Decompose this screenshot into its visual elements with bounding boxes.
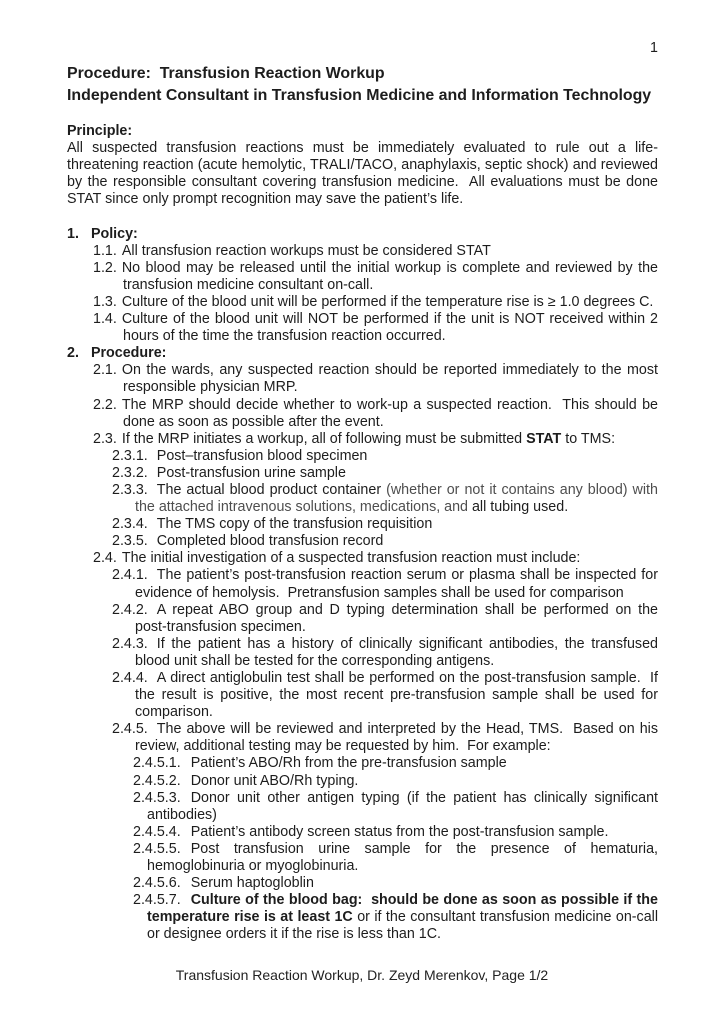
- list-item-text: STAT: [526, 430, 562, 447]
- list-item-number: 2.3.2.: [112, 464, 148, 481]
- list-item-2.3: [93, 430, 658, 448]
- list-item-2.4.2: [112, 601, 658, 636]
- list-item-text: to TMS:: [561, 430, 616, 447]
- list-item-number: 2.4.5.6.: [133, 875, 181, 892]
- list-item-text: Culture of the blood bag: should be done as soon as possible if the temperature rise is at least 1C: [147, 892, 658, 926]
- list-item-number: 2.3.3.: [112, 481, 148, 498]
- list-item-2.4.3: [112, 635, 658, 670]
- list-item-number: 2.4.: [93, 550, 117, 567]
- list-item-2.4.5.1: [133, 755, 658, 772]
- list-item-1.1: [93, 242, 658, 260]
- list-item-text: Culture of the blood unit will NOT be performed if the unit is NOT received within 2 hours of the time the transfusion reaction occurred.: [121, 311, 658, 345]
- list-item-text: The above will be reviewed and interpreted by the Head, TMS. Based on his review, additional testing may be requested by him. For example:: [135, 721, 658, 755]
- list-item-number: 2.1.: [93, 362, 117, 379]
- list-item-number: 2.4.5.7.: [133, 892, 181, 909]
- list-item-2.3.1: [112, 447, 658, 465]
- doc-title: Procedure: Transfusion Reaction Workup: [67, 65, 385, 83]
- list-item-number: 2.4.5.3.: [133, 789, 181, 806]
- list-item-text: Donor unit other antigen typing (if the patient has clinically significant antibodies): [147, 789, 658, 823]
- list-item-2.4.5.7: [133, 892, 658, 943]
- list-item-1: [67, 225, 658, 243]
- list-item-text: A repeat ABO group and D typing determination shall be performed on the post-transfusion specimen.: [135, 601, 658, 635]
- list-item-2.3.4: [112, 516, 658, 533]
- list-item-2.1: [93, 362, 658, 396]
- list-item-text: The initial investigation of a suspected transfusion reaction must include:: [121, 550, 581, 567]
- list-item-2.4.4: [112, 670, 658, 721]
- list-item-text: The actual blood product container: [156, 481, 387, 498]
- list-item-text: If the patient has a history of clinically significant antibodies, the transfused blood unit shall be tested for the corresponding antigens.: [135, 635, 658, 669]
- list-item-number: 2.4.2.: [112, 601, 148, 618]
- numbered-list: [67, 226, 658, 944]
- list-item-text: Procedure:: [90, 345, 167, 362]
- list-item-text: Completed blood transfusion record: [156, 533, 384, 550]
- list-item-text: Culture of the blood unit will be performed if the temperature rise is ≥ 1.0 degrees C.: [121, 293, 654, 310]
- list-item-text: Post–transfusion blood specimen: [156, 447, 368, 464]
- list-item-number: 1.3.: [93, 293, 117, 310]
- list-item-number: 2.: [67, 345, 79, 362]
- list-item-number: 2.3.5.: [112, 533, 148, 550]
- list-item-text: The TMS copy of the transfusion requisition: [156, 516, 433, 533]
- list-item-2.3.3: [112, 481, 658, 516]
- list-item-2.4.5.5: [133, 840, 658, 875]
- list-item-text: If the MRP initiates a workup, all of following must be submitted: [121, 430, 527, 447]
- list-item-number: 2.4.5.2.: [133, 772, 181, 789]
- list-item-2.4.5.6: [133, 875, 658, 892]
- list-item-text: all tubing used.: [471, 499, 569, 516]
- list-item-2.4.5.4: [133, 823, 658, 841]
- list-item-2.3.5: [112, 533, 658, 550]
- principle-heading: Principle:: [67, 123, 133, 140]
- list-item-text: Serum haptogloblin: [190, 875, 314, 892]
- list-item-number: 2.3.4.: [112, 516, 148, 533]
- list-item-number: 2.2.: [93, 396, 117, 413]
- list-item-number: 1.2.: [93, 259, 117, 276]
- list-item-2.4.5.2: [133, 772, 658, 790]
- page-footer: Transfusion Reaction Workup, Dr. Zeyd Merenkov, Page 1/2: [175, 967, 549, 983]
- list-item-text: A direct antiglobulin test shall be performed on the post-transfusion sample. If the result is positive, the most recent pre-transfusion sample shall be used for comparison.: [135, 670, 658, 721]
- list-item-number: 2.4.5.4.: [133, 823, 181, 840]
- list-item-text: No blood may be released until the initial workup is complete and reviewed by the transfusion medicine consultant on-call.: [121, 259, 658, 293]
- list-item-number: 2.4.5.1.: [133, 755, 181, 772]
- list-item-text: Post transfusion urine sample for the presence of hematuria, hemoglobinuria or myoglobinuria.: [147, 840, 658, 875]
- list-item-number: 1.: [67, 225, 79, 242]
- list-item-2.4.5.3: [133, 789, 658, 824]
- list-item-text: The patient’s post-transfusion reaction serum or plasma shall be inspected for evidence of hemolysis. Pretransfusion samples shall be used for comparison: [135, 567, 658, 601]
- list-item-text: Patient’s antibody screen status from the post-transfusion sample.: [190, 823, 609, 840]
- list-item-1.3: [93, 293, 658, 311]
- list-item-text: or if the consultant transfusion medicine on-call or designee orders it if the rise is less than 1C.: [147, 909, 658, 943]
- list-item-2.2: [93, 396, 658, 431]
- list-item-text: Donor unit ABO/Rh typing.: [190, 772, 359, 789]
- list-item-2.4.1: [112, 567, 658, 601]
- list-item-text: Patient’s ABO/Rh from the pre-transfusion sample: [190, 755, 507, 772]
- list-item-text: The MRP should decide whether to work-up a suspected reaction. This should be done as soon as possible after the event.: [121, 396, 658, 430]
- list-item-number: 2.4.5.5.: [133, 840, 181, 857]
- list-item-number: 2.3.: [93, 430, 117, 447]
- doc-subtitle: Independent Consultant in Transfusion Medicine and Information Technology: [67, 86, 652, 104]
- list-item-1.2: [93, 259, 658, 294]
- list-item-number: 2.3.1.: [112, 447, 148, 464]
- list-item-number: 1.4.: [93, 311, 117, 328]
- list-item-number: 2.4.3.: [112, 635, 148, 652]
- list-item-2.3.2: [112, 464, 658, 482]
- list-item-text: All transfusion reaction workups must be considered STAT: [121, 242, 491, 259]
- list-item-2.4.5: [112, 721, 658, 755]
- list-item-number: 2.4.1.: [112, 567, 148, 584]
- list-item-1.4: [93, 311, 658, 345]
- page-number: 1: [650, 40, 658, 56]
- list-item-number: 1.1.: [93, 242, 117, 259]
- list-item-text: Post-transfusion urine sample: [156, 464, 346, 481]
- principle-paragraph: All suspected transfusion reactions must be immediately evaluated to rule out a life-threatening reaction (acute hemolytic, TRALI/TACO, anaphylaxis, septic shock) and reviewed by the responsible consultant covering transfusion medicine. All evaluations must be done STAT since only prompt recognition may save the patient’s life.: [67, 140, 658, 208]
- list-item-text: On the wards, any suspected reaction should be reported immediately to the most responsible physician MRP.: [121, 362, 658, 396]
- list-item-2: [67, 345, 658, 362]
- list-item-number: 2.4.4.: [112, 670, 148, 686]
- list-item-text: (whether or not it contains any blood) with the attached intravenous solutions, medications, and: [135, 481, 658, 516]
- list-item-2.4: [93, 550, 658, 567]
- list-item-text: Policy:: [90, 225, 138, 242]
- list-item-number: 2.4.5.: [112, 721, 148, 738]
